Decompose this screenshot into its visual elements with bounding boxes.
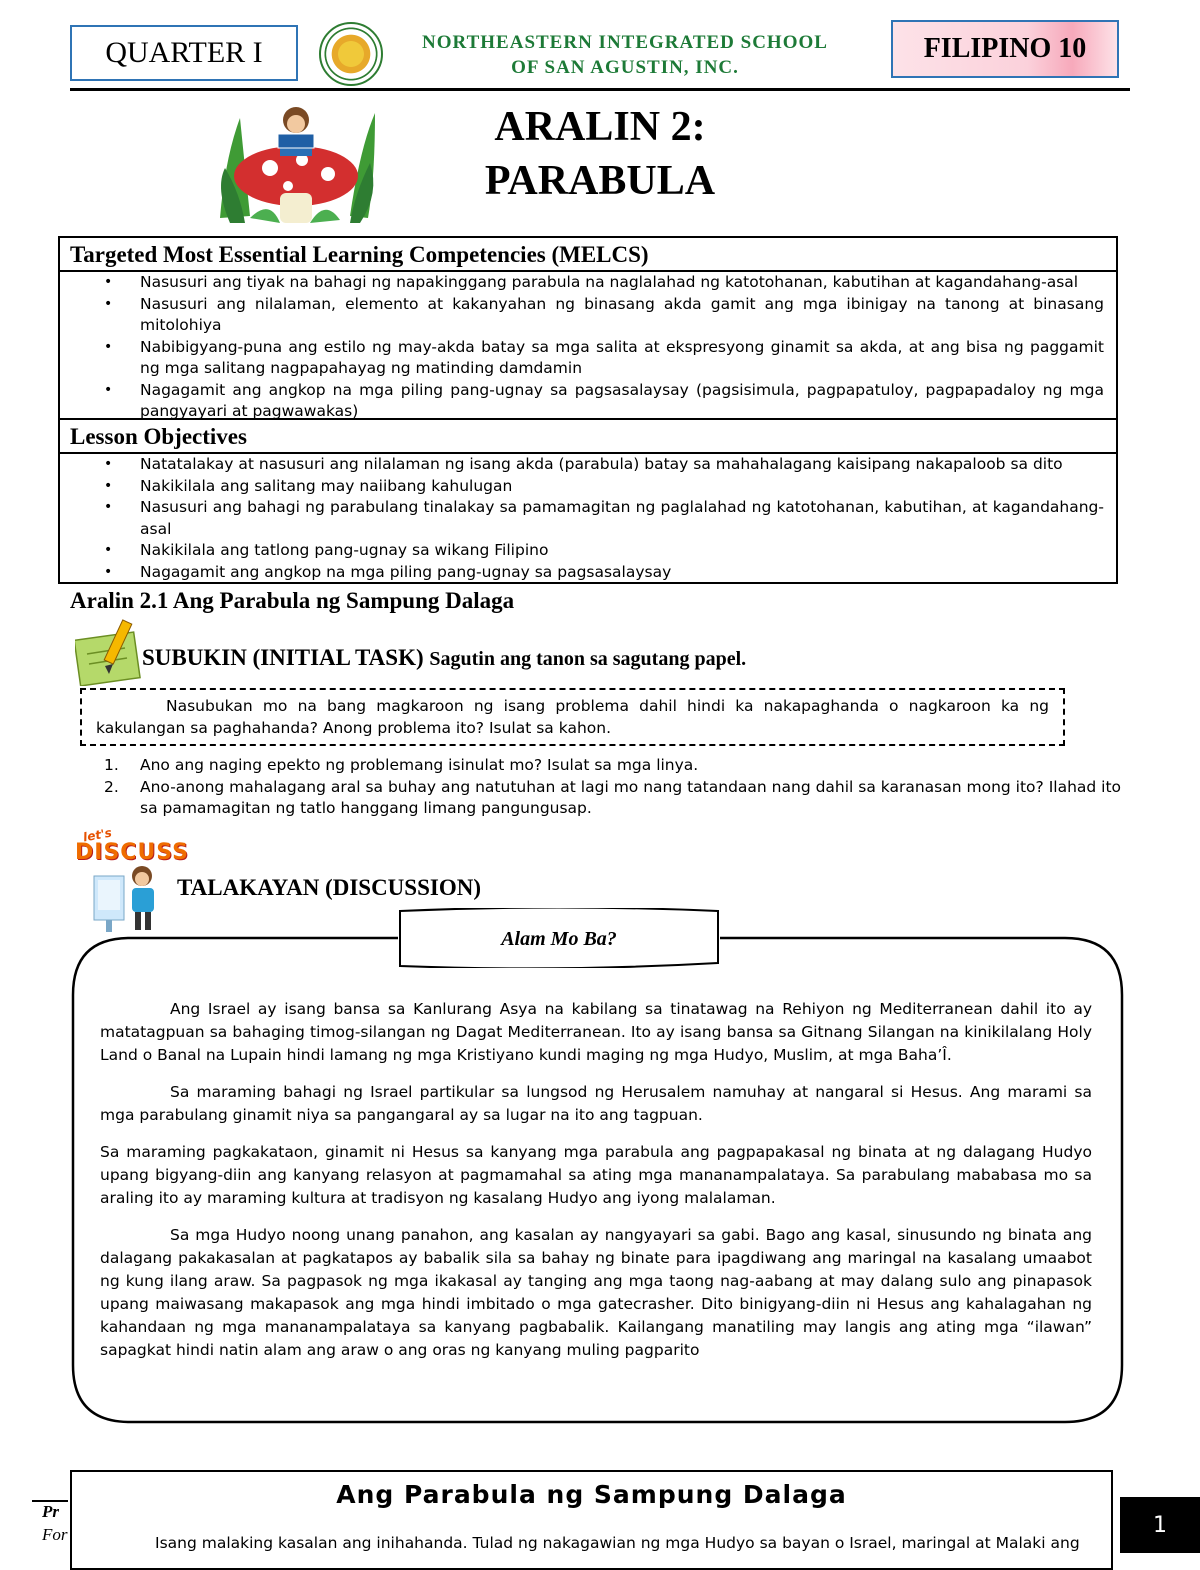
school-name: [400, 30, 850, 80]
list-item: • Natatalakay at nasusuri ang nilalaman ng isang akda (parabula) batay sa mahahalagang kaisipang nakapaloob sa dito: [60, 454, 1116, 476]
teacher-whiteboard-icon: [92, 862, 167, 934]
objectives-section: [58, 420, 1118, 584]
question-text: Ano-anong mahalagang aral sa buhay ang natutuhan at lagi mo nang tatandaan nang dahil sa karanasan mong ito? Ilahad ito sa pamamagitan ng tatlo hanggang limang pangungusap.: [140, 777, 1122, 817]
paragraph: Ang Israel ay isang bansa sa Kanlurang Asya na kabilang sa tinatawag na Rehiyon ng Mediterranean dahil ito ay matatagpuan sa bahaging timog-silangan ng Dagat Mediterranean. Ito ay isang bansa sa Gitnang Silangan na kinikilalang Holy Land o Banal na Lupain hindi lamang ng mga Kristiyano kundi maging ng mga Hudyo, Muslim, at mga Baha’Î.: [100, 1000, 1092, 1064]
talakayan-heading: TALAKAYAN (DISCUSSION): [177, 875, 481, 900]
list-item: • Nasusuri ang bahagi ng parabulang tinalakay sa pamamagitan ng paglalahad ng katotohanan, kabutihan, at kagandahang-asal: [60, 497, 1116, 540]
pencil-note-icon: [75, 618, 147, 686]
footer-text-line2: For: [42, 1525, 68, 1544]
melcs-heading: Targeted Most Essential Learning Competencies (MELCS): [60, 240, 1116, 272]
list-item: [104, 777, 1129, 820]
quarter-label: QUARTER I: [70, 25, 298, 81]
alam-mo-ba-body: [100, 998, 1092, 1376]
school-name-line2: OF SAN AGUSTIN, INC.: [511, 57, 739, 78]
objectives-heading: Lesson Objectives: [60, 422, 1116, 454]
subject-label: FILIPINO 10: [891, 20, 1119, 78]
subukin-title: SUBUKIN (INITIAL TASK): [142, 645, 424, 670]
list-item: • Nasusuri ang tiyak na bahagi ng napakinggang parabula na naglalahad ng katotohanan, kabutihan at kagandahang-asal: [60, 272, 1116, 294]
school-seal-logo: [319, 22, 383, 86]
reading-girl-mushroom-illustration: [210, 98, 382, 226]
subukin-heading: [142, 645, 746, 671]
badge-text: DISCUSS: [75, 840, 190, 865]
subtopic-title: Aralin 2.1 Ang Parabula ng Sampung Dalaga: [70, 588, 515, 613]
melcs-list: [60, 272, 1116, 423]
question-text: Ano ang naging epekto ng problemang isinulat mo? Isulat sa mga linya.: [140, 756, 699, 774]
lesson-title-line1: ARALIN 2:: [494, 104, 706, 150]
school-name-line1: NORTHEASTERN INTEGRATED SCHOOL: [422, 32, 828, 53]
objectives-list: [60, 454, 1116, 583]
list-item: • Nasusuri ang nilalaman, elemento at kakanyahan ng binasang akda gamit ang mga ibinigay na tanong at binasang mitolohiya: [60, 294, 1116, 337]
list-item: • Nagagamit ang angkop na mga piling pang-ugnay sa pagsasalaysay: [60, 562, 1116, 584]
list-item: • Nakikilala ang salitang may naiibang kahulugan: [60, 476, 1116, 498]
footer-text-line1: Pr: [42, 1502, 59, 1521]
melcs-section: [58, 236, 1118, 420]
list-item: [104, 755, 1129, 777]
question-number: 1.: [104, 756, 119, 774]
paragraph: Sa mga Hudyo noong unang panahon, ang kasalan ay nangyayari sa gabi. Bago ang kasal, sinusundo ng binata ang dalagang pakakasalan at pagkatapos ay babalik sila sa bahay ng binate para ipagdiwang ang maringal na kasalang umaabot ng kung ilang araw. Sa pagpasok ng mga ikakasal ay tanging ang mga taong nag-aabang at may dalang sulo ang pinapasok upang maiwasang makapasok ang mga hindi imbitado o mga gatecrasher. Dito binigyang-diin ni Hesus ang kahalagahan ng kahandaan ng mga mananampalataya sa kanyang pagbabalik. Kailangang manatiling may langis ang ating mga “ilawan” sapagkat hindi natin alam ang araw o ang oras ng kanyang muling pagparito: [100, 1226, 1092, 1359]
question-number: 2.: [104, 777, 119, 796]
badge-small-text: let's: [82, 825, 113, 845]
lesson-title: [450, 100, 750, 208]
story-title: Ang Parabula ng Sampung Dalaga: [336, 1480, 847, 1509]
lesson-title-line2: PARABULA: [484, 158, 716, 204]
subukin-prompt: Nasubukan mo na bang magkaroon ng isang problema dahil hindi ka nakapaghanda o nagkaroon ka ng kakulangan sa paghahanda? Anong problema ito? Isulat sa kahon.: [96, 697, 1049, 737]
page-number: 1: [1120, 1497, 1200, 1553]
header-divider: [70, 88, 1130, 91]
list-item: • Nabibigyang-puna ang estilo ng may-akda batay sa mga salita at ekspresyong ginamit sa akda, at ang bisa ng paggamit ng mga salitang nagpapahayag ng matinding damdamin: [60, 337, 1116, 380]
story-first-line: Isang malaking kasalan ang inihahanda. Tulad ng nakagawian ng mga Hudyo sa bayan o Israel, maringal at Malaki ang: [155, 1534, 1080, 1552]
paragraph: Sa maraming bahagi ng Israel partikular sa lungsod ng Herusalem namuhay at nangaral si Hesus. Ang marami sa mga parabulang ginamit niya sa pangangaral ay sa lugar na ito ang tagpuan.: [100, 1083, 1092, 1124]
lets-discuss-badge: [75, 825, 190, 866]
paragraph: Sa maraming pagkakataon, ginamit ni Hesus sa kanyang mga parabula ang pagpapakasal ng binata at ng dalagang Hudyo upang bigyang-diin ang kanyang relasyon at pagmamahal sa ating mga mananampalataya. Sa parabulang mababasa mo sa araling ito ay maraming kultura at tradisyon ng kasalang Hudyo ang iyong malalaman.: [100, 1143, 1092, 1207]
subukin-instruction: Sagutin ang tanon sa sagutang papel.: [429, 648, 747, 670]
alam-mo-ba-label: Alam Mo Ba?: [501, 928, 617, 950]
list-item: • Nagagamit ang angkop na mga piling pang-ugnay sa pagsasalaysay (pagsisimula, pagpapatuloy, pagpapadaloy ng mga pangyayari at pagwawakas): [60, 380, 1116, 423]
list-item: • Nakikilala ang tatlong pang-ugnay sa wikang Filipino: [60, 540, 1116, 562]
subukin-questions: [104, 755, 1129, 820]
subukin-prompt-box: [80, 688, 1065, 746]
